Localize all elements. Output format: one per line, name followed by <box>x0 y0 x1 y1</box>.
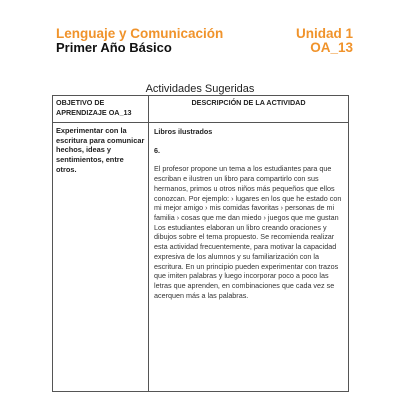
unit-label: Unidad 1 <box>295 26 353 41</box>
objective-cell: Experimentar con la escritura para comunicar hechos, ideas y sentimientos, entre otros. <box>53 123 149 392</box>
subject-title: Lenguaje y Comunicación <box>56 26 224 41</box>
activities-table <box>52 95 349 392</box>
description-column-header: DESCRIPCIÓN DE LA ACTIVIDAD <box>149 96 349 123</box>
activity-title: Libros ilustrados <box>154 127 213 136</box>
objective-column-header: OBJETIVO DE APRENDIZAJE OA_13 <box>53 96 149 123</box>
table-row <box>53 123 349 392</box>
activity-number: 6. <box>154 145 160 155</box>
activity-cell <box>149 123 349 392</box>
page-title: Actividades Sugeridas <box>145 83 255 95</box>
activity-description: El profesor propone un tema a los estudiantes para que escriban e ilustren un libro para compartirlo con sus hermanos, primos u otros niños más pequeños que ellos conozcan. Por ejemplo: › lugares en los que he estado con mi mejor amigo › mis comidas favoritas › personas de mi familia › cosas que me dan miedo › juegos que me gustan Los estudiantes elaboran un libro creando oraciones y dibujos sobre el tema propuesto. Se recomienda realizar esta actividad frecuentemente, para motivar la capacidad expresiva de los alumnos y su familiarización con la escritura. En un principio pueden experimentar con trazos que imiten palabras y luego incorporar poco a poco las letras que aprenden, en combinaciones que cada vez se acerquen más a las palabras. <box>154 164 342 300</box>
table-header-row <box>53 96 349 123</box>
oa-code-label: OA_13 <box>310 40 353 55</box>
grade-title: Primer Año Básico <box>56 40 172 55</box>
